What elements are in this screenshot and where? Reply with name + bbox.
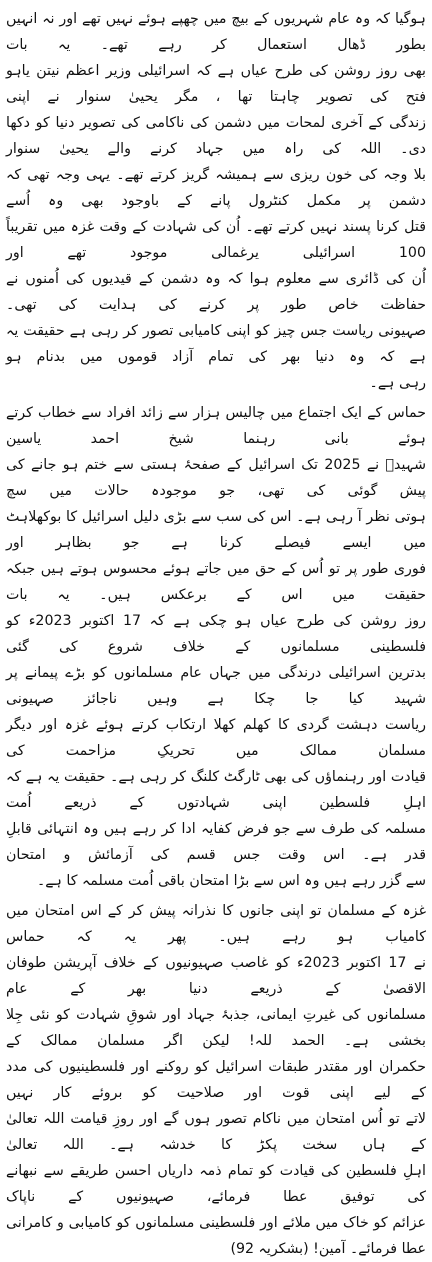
text-line: روز روشن کی طرح عیاں ہو چکی ہے کہ 17 اکتوبر 2023ء کو فلسطینی مسلمانوں کے خلاف شروع کی گئی xyxy=(6,613,426,655)
text-line: رہی ہے۔ xyxy=(369,375,426,391)
paragraph-3 xyxy=(6,898,426,1262)
text-line: اُن کی ڈائری سے معلوم ہوا کہ وہ دشمن کے قیدیوں کی اُمنوں نے حفاظت خاص طور پر کرنے کی ہدایت کی تھی۔ xyxy=(6,271,426,313)
text-line: ہوتی نظر آ رہی ہے۔ اس کی سب سے بڑی دلیل اسرائیل کا بوکھلاہٹ میں ایسے فیصلے کرنا ہے جو بظاہر اور xyxy=(6,509,426,551)
text-line: غزہ کے مسلمان تو اپنی جانوں کا نذرانہ پیش کر کے اس امتحان میں کامیاب ہو رہے ہیں۔ پھر یہ کہ حماس xyxy=(6,903,426,945)
text-line: زندگی کے آخری لمحات میں دشمن کی ناکامی کی تصویر دنیا کو دکھا دی۔ اللہ کی راہ میں جہاد کرنے والے یحییٰ سنوار xyxy=(6,115,426,157)
text-line: بھی روز روشن کی طرح عیاں ہے کہ اسرائیلی وزیر اعظم نیتن یاہو فتح کی تصویر چاہتا تھا ، مگر یحییٰ سنوار نے اپنی xyxy=(6,63,426,105)
text-line: مسلمانوں کی غیرتِ ایمانی، جذبۂ جہاد اور شوقِ شہادت کو نئی جِلا بخشی ہے۔ الحمد للہ! لیکن اگر مسلمان ممالک کے xyxy=(6,1007,426,1049)
text-line: بدترین اسرائیلی درندگی میں جہاں عام مسلمانوں کو بڑے پیمانے پر شہید کیا جا چکا ہے وہیں ناجائز صہیونی xyxy=(6,665,426,707)
text-line: نے 17 اکتوبر 2023ء کو غاصب صہیونیوں کے خلاف آپریشن طوفان الاقصیٰ کے ذریعے دنیا بھر کے عام xyxy=(6,955,426,997)
text-line: لاتے تو اُس امتحان میں ناکام تصور ہوں گے اور روزِ قیامت اللہ تعالیٰ کے ہاں سخت پکڑ کا خدشہ ہے۔ اللہ تعالیٰ xyxy=(6,1111,426,1153)
text-line: حماس کے ایک اجتماع میں چالیس ہزار سے زائد افراد سے خطاب کرتے ہوئے بانی رہنما شیخ احمد یاسین xyxy=(6,405,426,447)
paragraph-2 xyxy=(6,400,426,894)
text-line: مسلمہ کی طرف سے جو فرض کفایہ ادا کر رہے ہیں وہ انتہائی قابلِ قدر ہے۔ اس وقت جس قسم کی آزمائش و امتحان xyxy=(6,821,426,863)
text-line: بلا وجہ کی خون ریزی سے ہمیشہ گریز کرتے تھے۔ یہی وجہ تھی کہ دشمن پر مکمل کنٹرول پانے کے باوجود بھی وہ اُسے xyxy=(6,167,426,209)
text-line: ہوگیا کہ وہ عام شہریوں کے بیچ میں چھپے ہوئے نہیں تھے اور نہ انہیں بطور ڈھال استعمال کر رہے تھے۔ یہ بات xyxy=(6,11,426,53)
text-line: عزائم کو خاک میں ملائے اور فلسطینی مسلمانوں کو کامیابی و کامرانی عطا فرمائے۔ آمین! (بشکریہ 92) xyxy=(6,1215,426,1257)
text-line: ریاست دہشت گردی کا کھلم کھلا ارتکاب کرتے ہوئے غزہ اور دیگر مسلمان ممالک میں تحریکِ مزاحمت کی xyxy=(6,717,426,759)
paragraph-1 xyxy=(6,6,426,396)
text-line: قتل کرنا پسند نہیں کرتے تھے۔ اُن کی شہادت کے وقت غزہ میں تقریباً 100 اسرائیلی یرغمالی موجود تھے اور xyxy=(6,219,426,261)
text-line: فوری طور پر تو اُس کے حق میں جاتے ہوئے محسوس ہوتے ہیں جبکہ حقیقت میں اس کے برعکس ہیں۔ یہ بات xyxy=(6,561,426,603)
text-line: حکمران اور مقتدر طبقات اسرائیل کو روکنے اور فلسطینیوں کی مدد کے لیے اپنی قوت اور صلاحیت کو بروئے کار نہیں xyxy=(6,1059,426,1101)
text-line: قیادت اور رہنماؤں کی بھی ٹارگٹ کلنگ کر رہی ہے۔ حقیقت یہ ہے کہ اہلِ فلسطین اپنی شہادتوں کے ذریعے اُمت xyxy=(6,769,426,811)
text-line: اہلِ فلسطین کی قیادت کو تمام ذمہ داریاں احسن طریقے سے نبھانے کی توفیق عطا فرمائے، صہیونیوں کے ناپاک xyxy=(6,1163,426,1205)
text-line: شہیدؒ نے 2025 تک اسرائیل کے صفحۂ ہستی سے ختم ہو جانے کی پیش گوئی کی تھی، جو موجودہ حالات میں سچ xyxy=(6,457,426,499)
text-line: صہیونی ریاست جس چیز کو اپنی کامیابی تصور کر رہی ہے حقیقت یہ ہے کہ وہ دنیا بھر کی تمام آزاد قوموں میں بدنام ہو xyxy=(6,323,426,365)
text-line: سے گزر رہے ہیں وہ اس سے بڑا امتحان باقی اُمت مسلمہ کا ہے۔ xyxy=(36,873,426,889)
